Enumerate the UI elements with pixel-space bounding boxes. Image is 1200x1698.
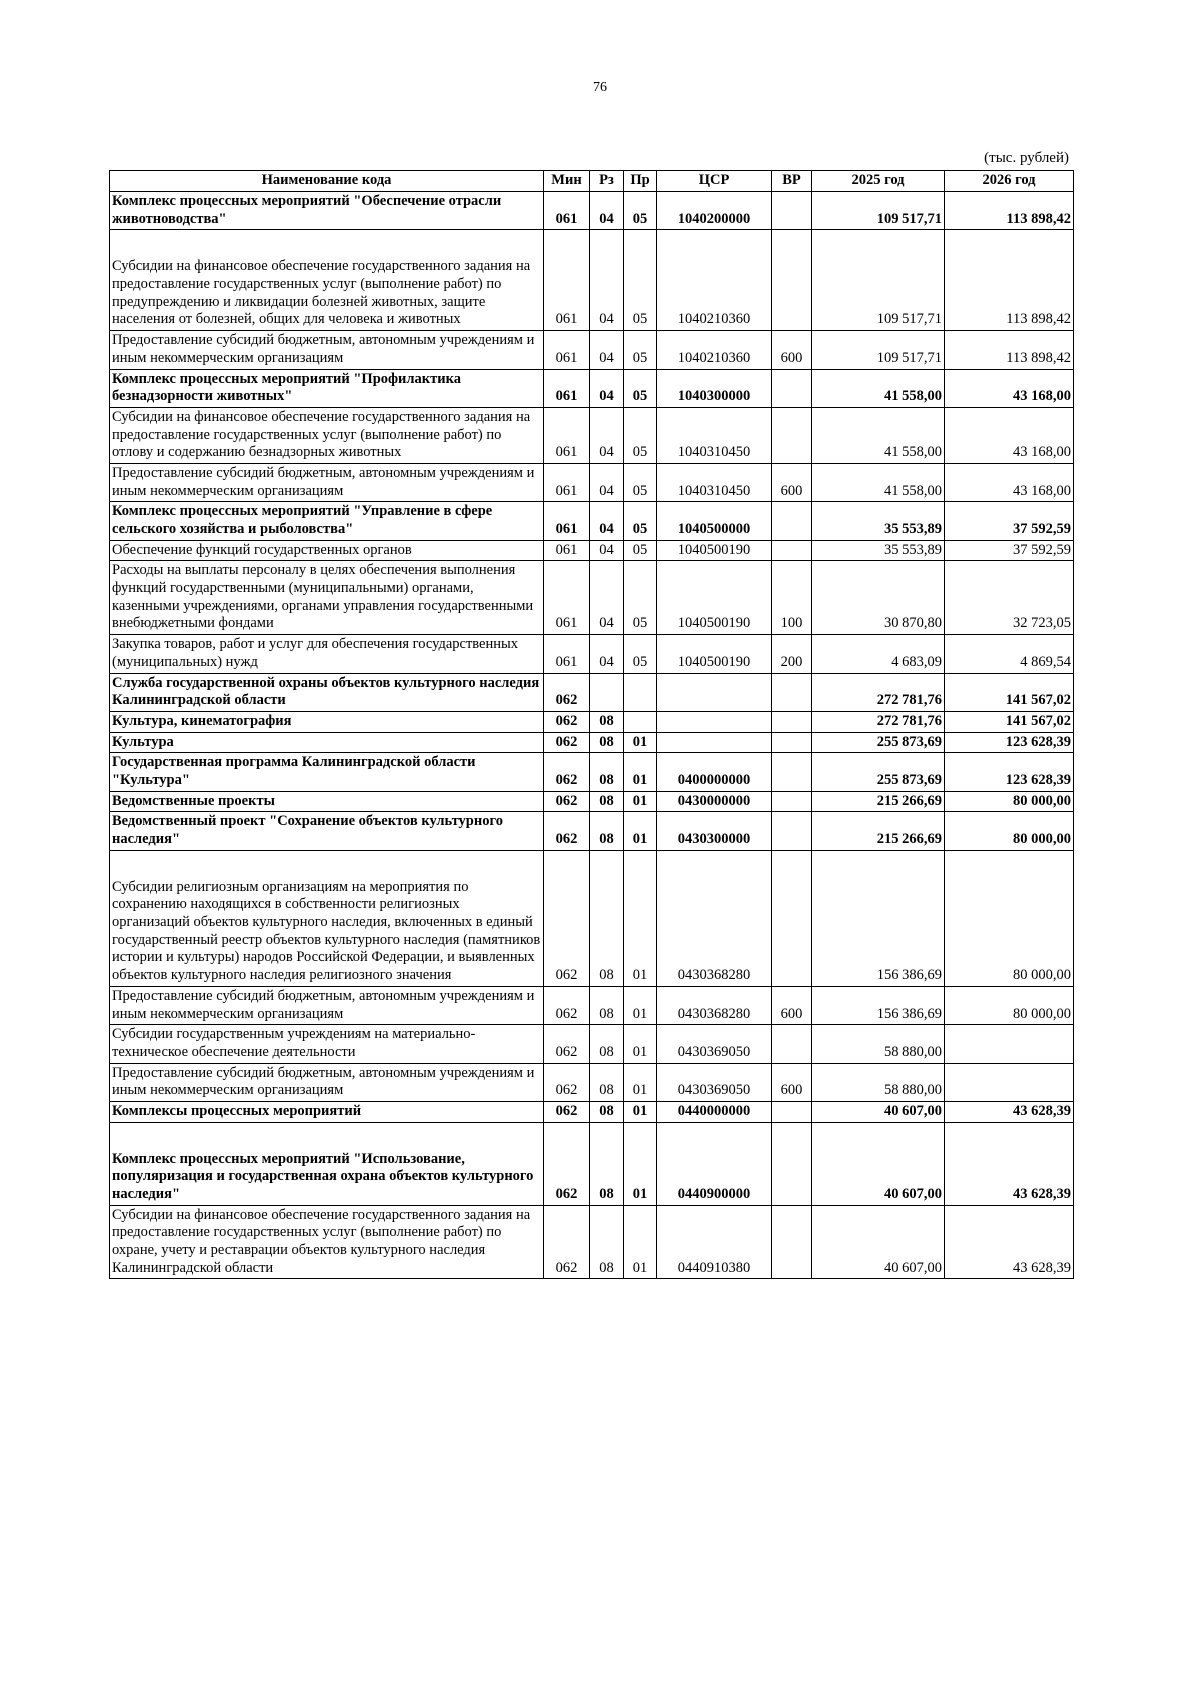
header-pr: Пр <box>624 171 657 192</box>
cell-2025: 40 607,00 <box>812 1122 945 1205</box>
table-row <box>110 407 1074 463</box>
cell-pr: 01 <box>624 732 657 753</box>
cell-vr: 600 <box>772 331 812 369</box>
table-row <box>110 711 1074 732</box>
cell-min: 062 <box>544 753 590 791</box>
cell-name: Культура <box>110 732 544 753</box>
table-row <box>110 331 1074 369</box>
cell-pr: 01 <box>624 850 657 986</box>
cell-vr <box>772 1025 812 1063</box>
cell-csr: 1040310450 <box>657 407 772 463</box>
cell-name: Предоставление субсидий бюджетным, автономным учреждениям и иным некоммерческим организациям <box>110 463 544 501</box>
header-min: Мин <box>544 171 590 192</box>
cell-rz: 08 <box>590 1122 624 1205</box>
cell-pr: 01 <box>624 791 657 812</box>
cell-2025: 41 558,00 <box>812 463 945 501</box>
cell-min: 061 <box>544 540 590 561</box>
page-number: 76 <box>593 80 607 95</box>
cell-pr: 01 <box>624 1025 657 1063</box>
cell-vr <box>772 732 812 753</box>
cell-min: 061 <box>544 463 590 501</box>
cell-pr: 05 <box>624 192 657 230</box>
cell-vr <box>772 673 812 711</box>
cell-vr <box>772 1205 812 1279</box>
cell-2025: 40 607,00 <box>812 1101 945 1122</box>
cell-rz: 08 <box>590 753 624 791</box>
cell-min: 062 <box>544 986 590 1024</box>
cell-csr <box>657 673 772 711</box>
cell-2025: 215 266,69 <box>812 812 945 850</box>
cell-2025: 109 517,71 <box>812 230 945 331</box>
cell-name: Комплексы процессных мероприятий <box>110 1101 544 1122</box>
cell-2026: 80 000,00 <box>945 791 1074 812</box>
cell-2025: 156 386,69 <box>812 850 945 986</box>
table-row <box>110 1025 1074 1063</box>
table-row <box>110 561 1074 635</box>
cell-vr: 200 <box>772 635 812 673</box>
cell-csr: 0430300000 <box>657 812 772 850</box>
cell-rz: 04 <box>590 369 624 407</box>
cell-name: Расходы на выплаты персоналу в целях обеспечения выполнения функций государственными (муниципальными) органами, казенными учреждениями, органами управления государственными внебюджетными фондами <box>110 561 544 635</box>
cell-csr: 1040310450 <box>657 463 772 501</box>
cell-name: Комплекс процессных мероприятий "Управление в сфере сельского хозяйства и рыболовства" <box>110 502 544 540</box>
cell-min: 062 <box>544 791 590 812</box>
cell-csr: 1040500190 <box>657 635 772 673</box>
cell-2026: 32 723,05 <box>945 561 1074 635</box>
cell-vr <box>772 230 812 331</box>
table-row <box>110 540 1074 561</box>
table-body <box>110 192 1074 1279</box>
cell-2025: 109 517,71 <box>812 331 945 369</box>
cell-2025: 41 558,00 <box>812 407 945 463</box>
cell-pr: 01 <box>624 1205 657 1279</box>
cell-vr <box>772 850 812 986</box>
header-2026: 2026 год <box>945 171 1074 192</box>
cell-rz: 04 <box>590 635 624 673</box>
budget-table <box>109 170 1074 1279</box>
cell-vr: 600 <box>772 463 812 501</box>
cell-pr: 05 <box>624 331 657 369</box>
cell-csr: 0440900000 <box>657 1122 772 1205</box>
cell-name: Комплекс процессных мероприятий "Обеспечение отрасли животноводства" <box>110 192 544 230</box>
table-row <box>110 732 1074 753</box>
table-row <box>110 1063 1074 1101</box>
cell-2026: 113 898,42 <box>945 230 1074 331</box>
cell-name: Субсидии религиозным организациям на мероприятия по сохранению находящихся в собственности религиозных организаций объектов культурного наследия, включенных в единый государственный реестр объектов культурного наследия (памятников истории и культуры) народов Российской Федерации, и выявленных объектов культурного наследия религиозного значения <box>110 850 544 986</box>
cell-rz: 08 <box>590 732 624 753</box>
cell-pr: 05 <box>624 540 657 561</box>
cell-min: 061 <box>544 635 590 673</box>
cell-rz: 08 <box>590 850 624 986</box>
cell-pr: 01 <box>624 1063 657 1101</box>
table-row <box>110 1122 1074 1205</box>
cell-name: Комплекс процессных мероприятий "Использование, популяризация и государственная охрана объектов культурного наследия" <box>110 1122 544 1205</box>
cell-rz: 08 <box>590 711 624 732</box>
cell-vr <box>772 791 812 812</box>
cell-2025: 4 683,09 <box>812 635 945 673</box>
cell-2026: 141 567,02 <box>945 711 1074 732</box>
header-name: Наименование кода <box>110 171 544 192</box>
cell-min: 062 <box>544 1122 590 1205</box>
cell-rz: 04 <box>590 331 624 369</box>
cell-vr: 100 <box>772 561 812 635</box>
cell-rz: 04 <box>590 463 624 501</box>
cell-csr: 0440910380 <box>657 1205 772 1279</box>
cell-2026 <box>945 1063 1074 1101</box>
cell-min: 061 <box>544 331 590 369</box>
cell-2026: 141 567,02 <box>945 673 1074 711</box>
table-row <box>110 1101 1074 1122</box>
cell-rz: 08 <box>590 986 624 1024</box>
table-row <box>110 986 1074 1024</box>
cell-csr: 0430368280 <box>657 850 772 986</box>
cell-pr: 05 <box>624 635 657 673</box>
cell-vr <box>772 540 812 561</box>
cell-2026: 43 628,39 <box>945 1122 1074 1205</box>
cell-csr: 0430000000 <box>657 791 772 812</box>
cell-rz: 08 <box>590 1063 624 1101</box>
cell-vr: 600 <box>772 1063 812 1101</box>
cell-2025: 40 607,00 <box>812 1205 945 1279</box>
table-row <box>110 753 1074 791</box>
table-row <box>110 635 1074 673</box>
cell-pr <box>624 711 657 732</box>
cell-name: Предоставление субсидий бюджетным, автономным учреждениям и иным некоммерческим организациям <box>110 986 544 1024</box>
cell-rz: 08 <box>590 1101 624 1122</box>
cell-rz: 08 <box>590 812 624 850</box>
header-rz: Рз <box>590 171 624 192</box>
cell-2025: 30 870,80 <box>812 561 945 635</box>
cell-2026: 37 592,59 <box>945 502 1074 540</box>
table-row <box>110 463 1074 501</box>
cell-2025: 272 781,76 <box>812 711 945 732</box>
cell-2026: 80 000,00 <box>945 986 1074 1024</box>
cell-pr: 05 <box>624 502 657 540</box>
cell-csr: 0440000000 <box>657 1101 772 1122</box>
header-row <box>110 171 1074 192</box>
cell-vr <box>772 1101 812 1122</box>
cell-name: Субсидии на финансовое обеспечение государственного задания на предоставление государственных услуг (выполнение работ) по охране, учету и реставрации объектов культурного наследия Калининградской области <box>110 1205 544 1279</box>
cell-min: 061 <box>544 502 590 540</box>
cell-rz: 08 <box>590 791 624 812</box>
cell-csr: 1040500190 <box>657 561 772 635</box>
cell-rz <box>590 673 624 711</box>
table-row <box>110 850 1074 986</box>
cell-2025: 272 781,76 <box>812 673 945 711</box>
cell-min: 061 <box>544 369 590 407</box>
table-row <box>110 192 1074 230</box>
cell-vr <box>772 369 812 407</box>
table-row <box>110 673 1074 711</box>
cell-csr: 0430368280 <box>657 986 772 1024</box>
cell-vr <box>772 1122 812 1205</box>
cell-rz: 04 <box>590 407 624 463</box>
cell-2026: 80 000,00 <box>945 812 1074 850</box>
cell-csr: 1040210360 <box>657 331 772 369</box>
table-row <box>110 791 1074 812</box>
cell-2025: 255 873,69 <box>812 732 945 753</box>
cell-rz: 04 <box>590 502 624 540</box>
cell-pr: 05 <box>624 369 657 407</box>
cell-2026: 123 628,39 <box>945 732 1074 753</box>
cell-pr: 05 <box>624 561 657 635</box>
cell-name: Государственная программа Калининградской области "Культура" <box>110 753 544 791</box>
cell-name: Обеспечение функций государственных органов <box>110 540 544 561</box>
table-row <box>110 230 1074 331</box>
header-vr: ВР <box>772 171 812 192</box>
cell-vr <box>772 192 812 230</box>
cell-name: Субсидии на финансовое обеспечение государственного задания на предоставление государственных услуг (выполнение работ) по предупреждению и ликвидации болезней животных, защите населения от болезней, общих для человека и животных <box>110 230 544 331</box>
cell-min: 062 <box>544 711 590 732</box>
cell-min: 061 <box>544 192 590 230</box>
cell-2025: 215 266,69 <box>812 791 945 812</box>
table-row <box>110 1205 1074 1279</box>
cell-pr: 01 <box>624 753 657 791</box>
cell-2025: 255 873,69 <box>812 753 945 791</box>
cell-min: 062 <box>544 732 590 753</box>
cell-vr <box>772 711 812 732</box>
cell-pr: 01 <box>624 986 657 1024</box>
cell-name: Субсидии государственным учреждениям на материально-техническое обеспечение деятельности <box>110 1025 544 1063</box>
cell-2026: 113 898,42 <box>945 192 1074 230</box>
cell-pr: 01 <box>624 1101 657 1122</box>
cell-name: Предоставление субсидий бюджетным, автономным учреждениям и иным некоммерческим организациям <box>110 331 544 369</box>
cell-min: 062 <box>544 1025 590 1063</box>
cell-name: Предоставление субсидий бюджетным, автономным учреждениям и иным некоммерческим организациям <box>110 1063 544 1101</box>
cell-2025: 156 386,69 <box>812 986 945 1024</box>
cell-name: Ведомственные проекты <box>110 791 544 812</box>
cell-vr <box>772 407 812 463</box>
cell-2026: 43 168,00 <box>945 463 1074 501</box>
cell-2026: 43 168,00 <box>945 369 1074 407</box>
units-label: (тыс. рублей) <box>984 150 1069 166</box>
cell-2026: 113 898,42 <box>945 331 1074 369</box>
cell-csr: 1040200000 <box>657 192 772 230</box>
cell-name: Субсидии на финансовое обеспечение государственного задания на предоставление государственных услуг (выполнение работ) по отлову и содержанию безнадзорных животных <box>110 407 544 463</box>
cell-name: Служба государственной охраны объектов культурного наследия Калининградской области <box>110 673 544 711</box>
table-row <box>110 502 1074 540</box>
cell-2025: 58 880,00 <box>812 1025 945 1063</box>
cell-csr: 1040210360 <box>657 230 772 331</box>
cell-2026: 43 168,00 <box>945 407 1074 463</box>
cell-rz: 04 <box>590 230 624 331</box>
cell-csr <box>657 732 772 753</box>
header-2025: 2025 год <box>812 171 945 192</box>
cell-2026 <box>945 1025 1074 1063</box>
cell-min: 062 <box>544 673 590 711</box>
cell-vr <box>772 812 812 850</box>
cell-2025: 58 880,00 <box>812 1063 945 1101</box>
cell-2026: 123 628,39 <box>945 753 1074 791</box>
cell-rz: 08 <box>590 1205 624 1279</box>
cell-vr <box>772 753 812 791</box>
cell-csr: 0430369050 <box>657 1025 772 1063</box>
cell-vr: 600 <box>772 986 812 1024</box>
cell-vr <box>772 502 812 540</box>
cell-min: 062 <box>544 1101 590 1122</box>
cell-rz: 04 <box>590 192 624 230</box>
cell-pr: 05 <box>624 463 657 501</box>
cell-pr: 01 <box>624 1122 657 1205</box>
cell-rz: 04 <box>590 561 624 635</box>
table-row <box>110 369 1074 407</box>
cell-min: 062 <box>544 812 590 850</box>
header-csr: ЦСР <box>657 171 772 192</box>
cell-min: 062 <box>544 1205 590 1279</box>
cell-csr: 1040500000 <box>657 502 772 540</box>
cell-min: 062 <box>544 1063 590 1101</box>
cell-min: 062 <box>544 850 590 986</box>
cell-2026: 43 628,39 <box>945 1101 1074 1122</box>
cell-min: 061 <box>544 561 590 635</box>
cell-csr: 1040500190 <box>657 540 772 561</box>
cell-name: Закупка товаров, работ и услуг для обеспечения государственных (муниципальных) нужд <box>110 635 544 673</box>
cell-rz: 04 <box>590 540 624 561</box>
cell-csr: 0400000000 <box>657 753 772 791</box>
cell-2025: 41 558,00 <box>812 369 945 407</box>
cell-rz: 08 <box>590 1025 624 1063</box>
cell-2025: 35 553,89 <box>812 502 945 540</box>
cell-name: Культура, кинематография <box>110 711 544 732</box>
cell-pr: 05 <box>624 407 657 463</box>
cell-csr: 1040300000 <box>657 369 772 407</box>
cell-min: 061 <box>544 230 590 331</box>
cell-2026: 37 592,59 <box>945 540 1074 561</box>
cell-2026: 80 000,00 <box>945 850 1074 986</box>
cell-2025: 35 553,89 <box>812 540 945 561</box>
cell-pr: 05 <box>624 230 657 331</box>
cell-pr <box>624 673 657 711</box>
table-row <box>110 812 1074 850</box>
cell-2026: 43 628,39 <box>945 1205 1074 1279</box>
cell-name: Ведомственный проект "Сохранение объектов культурного наследия" <box>110 812 544 850</box>
cell-csr <box>657 711 772 732</box>
cell-csr: 0430369050 <box>657 1063 772 1101</box>
cell-name: Комплекс процессных мероприятий "Профилактика безнадзорности животных" <box>110 369 544 407</box>
cell-min: 061 <box>544 407 590 463</box>
cell-2025: 109 517,71 <box>812 192 945 230</box>
cell-pr: 01 <box>624 812 657 850</box>
cell-2026: 4 869,54 <box>945 635 1074 673</box>
